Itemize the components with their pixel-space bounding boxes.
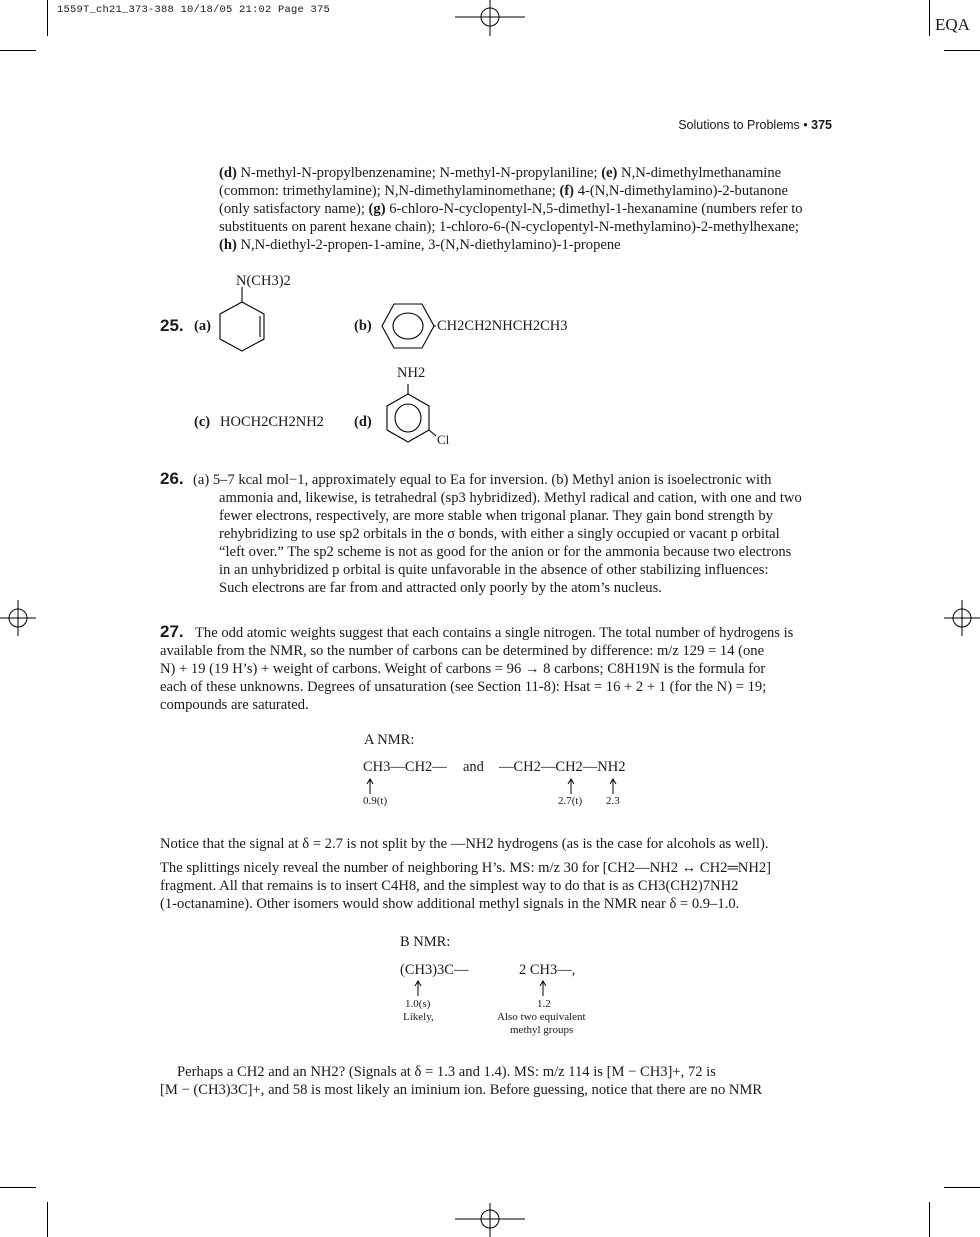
part-label-a: (a) — [194, 318, 211, 334]
nmr-a-and: and — [463, 759, 484, 775]
registration-mark-left — [0, 600, 36, 636]
text-line: available from the NMR, so the number of carbons can be determined by difference: m/z 129 = 14 (one — [160, 643, 765, 659]
text-line: ammonia and, likewise, is tetrahedral (sp3 hybridized). Methyl radical and cation, with one and two — [219, 490, 802, 506]
text-line: fewer electrons, respectively, are more stable when trigonal planar. They gain bond strength by — [219, 508, 773, 524]
nmr-a-right-fragment: —CH2—CH2—NH2 — [499, 759, 626, 775]
text-line: in an unhybridized p orbital is quite unfavorable in the absence of other stabilizing influences: — [219, 562, 769, 578]
part-label-b: (b) — [354, 318, 372, 334]
corner-tag: EQA — [935, 15, 970, 34]
nmr-b-title: B NMR: — [400, 934, 451, 950]
text-line: N) + 19 (19 H’s) + weight of carbons. Weight of carbons = 96 → 8 carbons; C8H19N is the formula for — [160, 661, 766, 677]
text-line: substituents on parent hexane chain); 1-chloro-6-(N-cyclopentyl-N-methylamino)-2-methylhexane; — [219, 219, 799, 235]
shift-note: Also two equivalent — [497, 1011, 586, 1023]
text-line: [M − (CH3)3C]+, and 58 is most likely an iminium ion. Before guessing, notice that there are no NMR — [160, 1082, 763, 1098]
text-line: Perhaps a CH2 and an NH2? (Signals at δ = 1.3 and 1.4). MS: m/z 114 is [M − CH3]+, 72 is — [177, 1064, 716, 1080]
crop-mark — [929, 1202, 930, 1237]
text-line: “left over.” The sp2 scheme is not as good for the anion or for the ammonia because two electrons — [219, 544, 792, 560]
substituent-label: N(CH3)2 — [236, 273, 291, 289]
shift-label: 0.9(t) — [363, 795, 388, 807]
nmr-a-title: A NMR: — [364, 732, 415, 748]
problem-number: 26. — [160, 469, 184, 488]
text-line: The splittings nicely reveal the number of neighboring H’s. MS: m/z 30 for [CH2—NH2 ↔ CH2═NH2] — [160, 860, 772, 876]
amino-label: NH2 — [397, 365, 426, 381]
chloro-label: Cl — [437, 432, 450, 447]
text-line: each of these unknowns. Degrees of unsaturation (see Section 11-8): Hsat = 16 + 2 + 1 (for the N) = 19; — [160, 679, 767, 695]
problem-26-text — [193, 471, 853, 597]
problem-number: 25. — [160, 316, 184, 335]
text-line: rehybridizing to use sp2 orbitals in the σ bonds, with either a singly occupied or vacant p orbital — [219, 526, 780, 542]
text-line: (a) 5–7 kcal mol−1, approximately equal to Ea for inversion. (b) Methyl anion is isoelectronic with — [193, 472, 772, 488]
nmr-b-right-fragment: 2 CH3—, — [519, 962, 576, 978]
text-line: (h) N,N-diethyl-2-propen-1-amine, 3-(N,N-diethylamino)-1-propene — [219, 237, 621, 253]
problem-number: 27. — [160, 622, 184, 641]
shift-note: methyl groups — [510, 1024, 574, 1036]
print-slug: 1559T_ch21_373-388 10/18/05 21:02 Page 375 — [57, 4, 331, 16]
text-line: fragment. All that remains is to insert C4H8, and the simplest way to do that is as CH3(CH2)7NH2 — [160, 878, 739, 894]
crop-mark — [47, 0, 48, 36]
text-line: (1-octanamine). Other isomers would show additional methyl signals in the NMR near δ = 0.9–1.0. — [160, 896, 740, 912]
crop-mark — [0, 50, 36, 51]
notice-text — [160, 835, 860, 913]
shift-arrows-a — [360, 776, 640, 796]
shift-label: 2.7(t) — [558, 795, 583, 807]
final-text — [160, 1063, 860, 1099]
running-head-title: Solutions to Problems • — [678, 118, 808, 132]
page-number: 375 — [811, 118, 832, 132]
text-line: compounds are saturated. — [160, 697, 309, 713]
nmr-b-left-fragment: (CH3)3C— — [400, 962, 469, 978]
text-line: The odd atomic weights suggest that each contains a single nitrogen. The total number of hydrogens is — [195, 625, 794, 641]
answer-block-d-h — [219, 164, 839, 254]
crop-mark — [47, 1202, 48, 1237]
chloroaniline-structure — [380, 382, 440, 444]
part-label-d: (d) — [354, 414, 372, 430]
benzene-ring — [380, 302, 436, 354]
crop-mark — [929, 0, 930, 36]
shift-label: 1.2 — [537, 998, 551, 1010]
crop-mark — [944, 1187, 980, 1188]
problem-27-text — [160, 624, 850, 714]
side-chain: CH2CH2NHCH2CH3 — [437, 318, 568, 334]
crop-mark — [944, 50, 980, 51]
shift-label: 1.0(s) — [405, 998, 431, 1010]
text-line: (d) N-methyl-N-propylbenzenamine; N-methyl-N-propylaniline; (e) N,N-dimethylmethanamine — [219, 165, 782, 181]
shift-note: Likely, — [403, 1011, 434, 1023]
crop-mark — [0, 1187, 36, 1188]
text-line: (common: trimethylamine); N,N-dimethylaminomethane; (f) 4-(N,N-dimethylamino)-2-butanone — [219, 183, 789, 199]
text-line: (only satisfactory name); (g) 6-chloro-N-cyclopentyl-N,5-dimethyl-1-hexanamine (numbers refer to — [219, 201, 803, 217]
shift-label: 2.3 — [606, 795, 620, 807]
registration-mark-top — [455, 0, 525, 36]
cyclohexene-structure — [218, 285, 270, 353]
nmr-a-left-fragment: CH3—CH2— — [363, 759, 447, 775]
text-line: Such electrons are far from and attracted only poorly by the atom’s nucleus. — [219, 580, 662, 596]
registration-mark-right — [944, 600, 980, 636]
shift-arrows-b — [400, 978, 560, 998]
text-line: Notice that the signal at δ = 2.7 is not split by the —NH2 hydrogens (as is the case for alcohols as well). — [160, 836, 769, 852]
registration-mark-bottom — [455, 1203, 525, 1237]
running-head — [678, 118, 832, 132]
formula: HOCH2CH2NH2 — [220, 414, 324, 430]
part-label-c: (c) — [194, 414, 211, 430]
